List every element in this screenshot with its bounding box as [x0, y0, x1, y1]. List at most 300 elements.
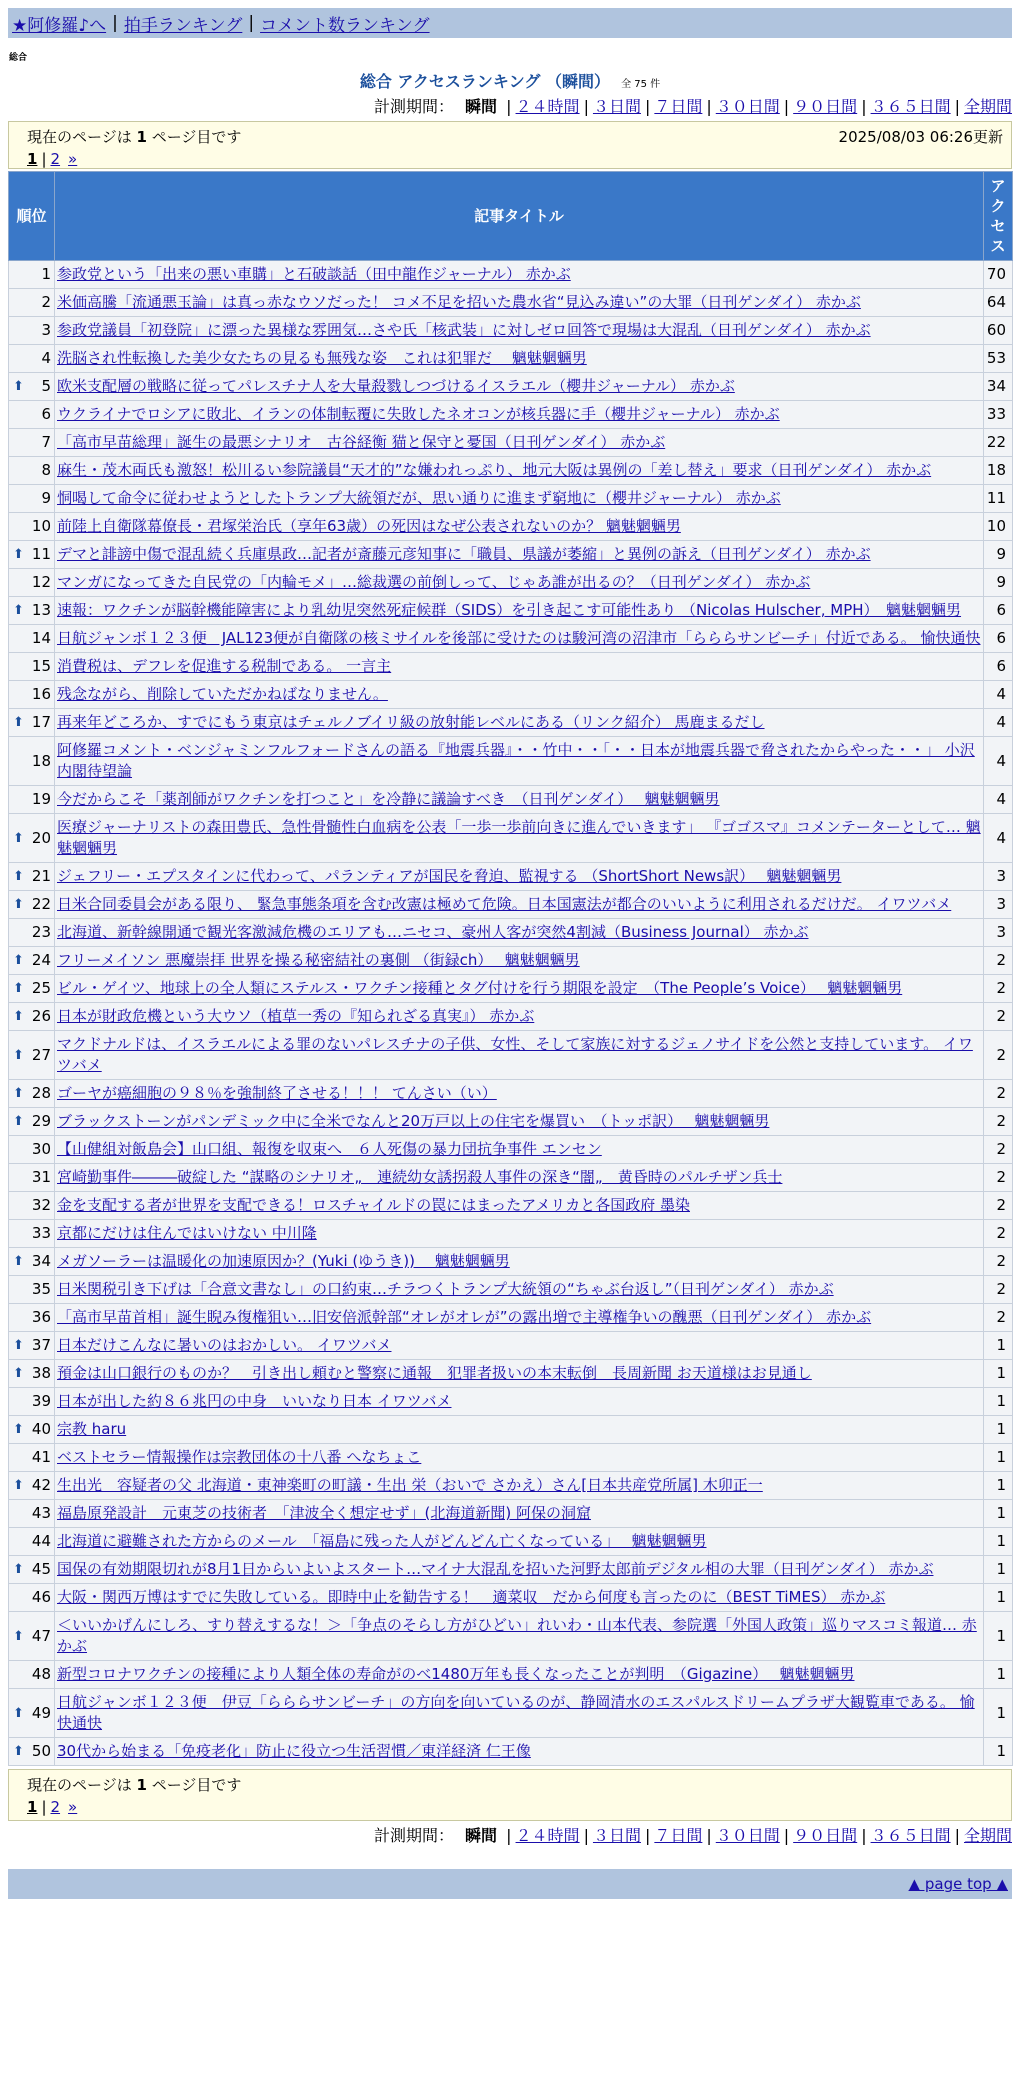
rank-up-arrow-icon: ⬆	[13, 379, 24, 394]
table-row	[9, 373, 1013, 401]
article-link[interactable]: 麻生・茂木両氏も激怒！松川るい参院議員“天才的”な嫌われっぷり、地元大阪は異例の「差し替え」要求（日刊ゲンダイ） 赤かぶ	[57, 461, 932, 479]
title-cell	[55, 625, 984, 653]
rank-number: 24	[31, 951, 51, 969]
article-link[interactable]: 【山健組対飯島会】山口組、報復を収束へ ６人死傷の暴力団抗争事件 エンセン	[57, 1140, 602, 1158]
article-link[interactable]: 再来年どころか、すでにもう東京はチェルノブイリ級の放射能レベルにある（リンク紹介） 馬鹿まるだし	[57, 713, 765, 731]
access-count: 1	[984, 1556, 1013, 1584]
rank-number: 7	[41, 433, 51, 451]
table-row	[9, 289, 1013, 317]
rank-up-arrow-icon: ⬆	[13, 1422, 24, 1437]
access-count: 1	[984, 1500, 1013, 1528]
title-cell	[55, 1444, 984, 1472]
title-cell	[55, 289, 984, 317]
access-count: 2	[984, 1003, 1013, 1031]
table-row	[9, 345, 1013, 373]
title-cell	[55, 1689, 984, 1738]
access-count: 2	[984, 1276, 1013, 1304]
access-count: 1	[984, 1689, 1013, 1738]
rank-cell	[9, 709, 55, 737]
period-label: 計測期間：	[373, 97, 454, 116]
rank-up-arrow-icon: ⬆	[13, 1254, 24, 1269]
access-count: 2	[984, 1136, 1013, 1164]
article-link[interactable]: ゴーヤが癌細胞の９８％を強制終了させる！！！ てんさい（い）	[57, 1084, 497, 1102]
rank-number: 31	[31, 1168, 51, 1186]
rank-number: 6	[41, 405, 51, 423]
access-count: 2	[984, 1220, 1013, 1248]
article-link[interactable]: 速報：ワクチンが脳幹機能障害により乳幼児突然死症候群（SIDS）を引き起こす可能性あり （Nicolas Hulscher, MPH） 魑魅魍魎男	[57, 601, 962, 619]
table-row	[9, 653, 1013, 681]
article-link[interactable]: 欧米支配層の戦略に従ってパレスチナ人を大量殺戮しつづけるイスラエル（櫻井ジャーナル） 赤かぶ	[57, 377, 735, 395]
access-count: 3	[984, 919, 1013, 947]
rank-cell	[9, 261, 55, 289]
rank-cell	[9, 1108, 55, 1136]
rank-up-arrow-icon: ⬆	[13, 715, 24, 730]
title-cell	[55, 1388, 984, 1416]
rank-up-arrow-icon: ⬆	[13, 1478, 24, 1493]
rank-number: 22	[31, 895, 51, 913]
rank-cell	[9, 485, 55, 513]
period-separator: |	[706, 1826, 712, 1845]
table-row	[9, 1192, 1013, 1220]
rank-cell	[9, 863, 55, 891]
rank-cell	[9, 681, 55, 709]
period-link[interactable]: ９０日間	[793, 1826, 858, 1845]
article-link[interactable]: 日米合同委員会がある限り、 緊急事態条項を含む改憲は極めて危険。日本国憲法が都合のいいように利用されるだけだ。 イワツバメ	[57, 895, 952, 913]
access-count: 1	[984, 1612, 1013, 1661]
rank-up-arrow-icon: ⬆	[13, 981, 24, 996]
rank-cell	[9, 737, 55, 786]
article-link[interactable]: 消費税は、デフレを促進する税制である。 一言主	[57, 657, 392, 675]
table-row	[9, 1276, 1013, 1304]
period-separator: |	[861, 1826, 867, 1845]
rank-number: 43	[31, 1504, 51, 1522]
table-row	[9, 1689, 1013, 1738]
table-row	[9, 1556, 1013, 1584]
table-row	[9, 681, 1013, 709]
rank-number: 2	[41, 293, 51, 311]
period-separator: |	[706, 97, 712, 116]
article-link[interactable]: 「高市早苗首相」誕生睨み復権狙い…旧安倍派幹部“オレがオレが”の露出増で主導権争いの醜悪（日刊ゲンダイ） 赤かぶ	[57, 1308, 872, 1326]
rank-cell	[9, 1661, 55, 1689]
title-cell	[55, 681, 984, 709]
table-row	[9, 597, 1013, 625]
rank-up-arrow-icon: ⬆	[13, 1114, 24, 1129]
comment-ranking-link[interactable]: コメント数ランキング	[260, 15, 430, 36]
table-row	[9, 975, 1013, 1003]
rank-cell	[9, 947, 55, 975]
rank-number: 17	[31, 713, 51, 731]
period-separator: |	[644, 1826, 651, 1845]
table-row	[9, 1164, 1013, 1192]
access-count: 34	[984, 373, 1013, 401]
page-title: 総合 アクセスランキング （瞬間）	[359, 72, 610, 91]
table-row	[9, 625, 1013, 653]
rank-number: 13	[31, 601, 51, 619]
title-cell	[55, 317, 984, 345]
table-row	[9, 891, 1013, 919]
period-separator: |	[783, 97, 790, 116]
nav-separator: |	[248, 13, 255, 33]
article-link[interactable]: 日本が財政危機という大ウソ（植草一秀の『知られざる真実』） 赤かぶ	[57, 1007, 535, 1025]
rank-up-arrow-icon: ⬆	[13, 1047, 24, 1063]
title-cell	[55, 597, 984, 625]
period-link[interactable]: ７日間	[654, 97, 703, 116]
rank-cell	[9, 1360, 55, 1388]
table-row	[9, 317, 1013, 345]
access-count: 6	[984, 625, 1013, 653]
title-cell	[55, 1003, 984, 1031]
period-link[interactable]: ３６５日間	[870, 1826, 951, 1845]
article-link[interactable]: マンガになってきた自民党の「内輪モメ」…総裁選の前倒しって、じゃあ誰が出るの？（日刊ゲンダイ） 赤かぶ	[57, 573, 811, 591]
rank-up-arrow-icon: ⬆	[13, 1562, 24, 1577]
rank-cell	[9, 1220, 55, 1248]
article-link[interactable]: 残念ながら、削除していただかねばなりません。	[57, 685, 388, 703]
rank-cell	[9, 891, 55, 919]
title-cell	[55, 485, 984, 513]
period-separator: |	[644, 97, 651, 116]
top-nav	[8, 8, 1012, 38]
article-link[interactable]: メガソーラーは温暖化の加速原因か？(Yuki (ゆうき)) 魑魅魍魎男	[57, 1252, 510, 1270]
site-link[interactable]: ★阿修羅♪へ	[12, 15, 107, 36]
rank-number: 37	[31, 1336, 51, 1354]
table-row	[9, 709, 1013, 737]
ranking-title-row	[0, 69, 1020, 92]
access-count: 1	[984, 1584, 1013, 1612]
rank-cell	[9, 373, 55, 401]
article-link[interactable]: 今だからこそ「薬剤師がワクチンを打つこと」を冷静に議論すべき （日刊ゲンダイ） 魑魅魍魎男	[57, 790, 720, 808]
table-row	[9, 1472, 1013, 1500]
table-row	[9, 919, 1013, 947]
period-separator: |	[861, 97, 867, 116]
rank-cell	[9, 1612, 55, 1661]
title-cell	[55, 1332, 984, 1360]
page-info-top	[8, 121, 1012, 169]
rank-up-arrow-icon: ⬆	[13, 1366, 24, 1381]
article-link[interactable]: ウクライナでロシアに敗北、イランの体制転覆に失敗したネオコンが核兵器に手（櫻井ジャーナル） 赤かぶ	[57, 405, 780, 423]
article-link[interactable]: 日米関税引き下げは「合意文書なし」の口約束…チラつくトランプ大統領の“ちゃぶ台返し”（日刊ゲンダイ） 赤かぶ	[57, 1280, 834, 1298]
title-cell	[55, 919, 984, 947]
access-count: 2	[984, 1031, 1013, 1080]
article-link[interactable]: 「高市早苗総理」誕生の最悪シナリオ 古谷経衡 猫と保守と憂国（日刊ゲンダイ） 赤かぶ	[57, 433, 666, 451]
rank-up-arrow-icon: ⬆	[13, 1744, 24, 1759]
access-count: 2	[984, 947, 1013, 975]
article-link[interactable]: 大阪・関西万博はすでに失敗している。即時中止を勧告する！ 適菜収 だから何度も言ったのに（BEST TiMES） 赤かぶ	[57, 1588, 886, 1606]
rank-number: 32	[31, 1196, 51, 1214]
rank-cell	[9, 1080, 55, 1108]
pager-current: 1	[27, 150, 38, 168]
period-link[interactable]: ３０日間	[715, 97, 780, 116]
rank-up-arrow-icon: ⬆	[13, 1338, 24, 1353]
rank-cell	[9, 401, 55, 429]
rank-number: 29	[31, 1112, 51, 1130]
table-row	[9, 1332, 1013, 1360]
rank-number: 49	[31, 1703, 51, 1722]
rank-number: 16	[31, 685, 51, 703]
rank-cell	[9, 1738, 55, 1766]
period-links	[502, 1826, 1012, 1845]
table-row	[9, 485, 1013, 513]
rank-number: 26	[31, 1007, 51, 1025]
article-link[interactable]: フリーメイソン 悪魔崇拝 世界を操る秘密結社の裏側 （街録ch） 魑魅魍魎男	[57, 951, 580, 969]
access-count: 1	[984, 1332, 1013, 1360]
access-count: 3	[984, 891, 1013, 919]
rank-cell	[9, 1556, 55, 1584]
article-link[interactable]: 宗教 haru	[57, 1420, 127, 1438]
article-link[interactable]: 参政党議員「初登院」に漂った異様な雰囲気…さや氏「核武装」に対しゼロ回答で現場は大混乱（日刊ゲンダイ） 赤かぶ	[57, 321, 871, 339]
period-label: 計測期間：	[373, 1826, 454, 1845]
access-count: 3	[984, 863, 1013, 891]
title-cell	[55, 1556, 984, 1584]
rank-number: 11	[31, 545, 51, 563]
article-link[interactable]: 米価高騰「流通悪玉論」は真っ赤なウソだった！ コメ不足を招いた農水省“見込み違い”の大罪（日刊ゲンダイ） 赤かぶ	[57, 293, 861, 311]
title-cell	[55, 1472, 984, 1500]
rank-cell	[9, 513, 55, 541]
article-link[interactable]: 京都にだけは住んではいけない 中川隆	[57, 1224, 317, 1242]
period-link[interactable]: 全期間	[963, 1826, 1012, 1845]
rank-number: 45	[31, 1560, 51, 1578]
table-row	[9, 786, 1013, 814]
title-cell	[55, 863, 984, 891]
title-cell	[55, 541, 984, 569]
period-link[interactable]: ３０日間	[715, 1826, 780, 1845]
article-link[interactable]: 阿修羅コメント・ベンジャミンフルフォードさんの語る『地震兵器』・・竹中・・「・・日本が地震兵器で脅されたからやった・・」 小沢内閣待望論	[57, 741, 975, 780]
col-access: アクセス	[984, 172, 1013, 261]
rank-number: 10	[31, 517, 51, 535]
rank-cell	[9, 1192, 55, 1220]
title-cell	[55, 1136, 984, 1164]
page-top-link[interactable]: ▲ page top ▲	[908, 1875, 1008, 1893]
period-selector-bottom	[0, 1825, 1012, 1847]
title-cell	[55, 373, 984, 401]
article-link[interactable]: 日本が出した約８６兆円の中身 いいなり日本 イワツバメ	[57, 1392, 452, 1410]
rank-up-arrow-icon: ⬆	[13, 830, 24, 846]
article-link[interactable]: マクドナルドは、イスラエルによる罪のないパレスチナの子供、女性、そして家族に対するジェノサイドを公然と支持しています。 イワツバメ	[57, 1035, 973, 1074]
article-link[interactable]: 国保の有効期限切れが8月1日からいよいよスタート…マイナ大混乱を招いた河野太郎前デジタル相の大罪（日刊ゲンダイ） 赤かぶ	[57, 1560, 934, 1578]
table-row	[9, 513, 1013, 541]
rank-cell	[9, 597, 55, 625]
period-link[interactable]: ２４時間	[515, 1826, 580, 1845]
rank-cell	[9, 625, 55, 653]
rank-number: 28	[31, 1084, 51, 1102]
period-link[interactable]: ３日間	[592, 97, 641, 116]
period-separator: |	[506, 97, 512, 116]
table-row	[9, 1416, 1013, 1444]
access-count: 11	[984, 485, 1013, 513]
rank-number: 42	[31, 1476, 51, 1494]
table-row	[9, 569, 1013, 597]
table-row	[9, 1080, 1013, 1108]
table-row	[9, 1528, 1013, 1556]
access-count: 22	[984, 429, 1013, 457]
rank-cell	[9, 1136, 55, 1164]
rank-cell	[9, 1528, 55, 1556]
page-indicator: 現在のページは 1 ページ目です	[27, 128, 242, 146]
period-link[interactable]: ２４時間	[515, 97, 580, 116]
access-count: 1	[984, 1472, 1013, 1500]
article-link[interactable]: 前陸上自衛隊幕僚長・君塚栄治氏（享年63歳）の死因はなぜ公表されないのか？ 魑魅魍魎男	[57, 517, 681, 535]
title-cell	[55, 1416, 984, 1444]
article-link[interactable]: 日航ジャンボ１２３便 伊豆「らららサンビーチ」の方向を向いているのが、静岡清水のエスパルスドリームプラザ大観覧車である。 愉快通快	[57, 1693, 975, 1732]
article-link[interactable]: 日航ジャンボ１２３便 JAL123便が自衛隊の核ミサイルを後部に受けたのは駿河湾の沼津市「らららサンビーチ」付近である。 愉快通快	[57, 629, 981, 647]
article-link[interactable]: 参政党という「出来の悪い車購」と石破談話（田中龍作ジャーナル） 赤かぶ	[57, 265, 571, 283]
period-link[interactable]: ３日間	[592, 1826, 641, 1845]
access-count: 53	[984, 345, 1013, 373]
period-current: 瞬間	[465, 1826, 498, 1845]
rank-cell	[9, 317, 55, 345]
article-link[interactable]: 新型コロナワクチンの接種により人類全体の寿命がのべ1480万年も長くなったことが判明 （Gigazine） 魑魅魍魎男	[57, 1665, 855, 1683]
ranking-body	[9, 261, 1013, 1766]
rank-cell	[9, 345, 55, 373]
rank-number: 14	[31, 629, 51, 647]
rank-number: 23	[31, 923, 51, 941]
col-title: 記事タイトル	[55, 172, 984, 261]
col-rank: 順位	[9, 172, 55, 261]
rank-number: 50	[31, 1742, 51, 1760]
article-link[interactable]: ブラックストーンがパンデミック中に全米でなんと20万戸以上の住宅を爆買い （トッポ訳） 魑魅魍魎男	[57, 1112, 770, 1130]
table-row	[9, 1136, 1013, 1164]
table-row	[9, 1304, 1013, 1332]
table-row	[9, 1031, 1013, 1080]
table-row	[9, 1500, 1013, 1528]
total-count: 全 75 件	[621, 79, 661, 90]
period-link[interactable]: ９０日間	[793, 97, 858, 116]
pager-arrow[interactable]: »	[68, 150, 78, 168]
table-row	[9, 737, 1013, 786]
article-link[interactable]: 日本だけこんなに暑いのはおかしい。 イワツバメ	[57, 1336, 392, 1354]
rank-cell	[9, 1444, 55, 1472]
article-link[interactable]: 宮崎勤事件―――破綻した “謀略のシナリオ„ 連続幼女誘拐殺人事件の深き“闇„ 黄昏時のパルチザン兵士	[57, 1168, 783, 1186]
pager: 1 | 2 »	[27, 1798, 78, 1816]
rank-cell	[9, 1500, 55, 1528]
title-cell	[55, 975, 984, 1003]
access-count: 2	[984, 1108, 1013, 1136]
title-cell	[55, 569, 984, 597]
article-link[interactable]: 北海道、新幹線開通で観光客激減危機のエリアも…ニセコ、豪州人客が突然4割減（Business Journal） 赤かぶ	[57, 923, 809, 941]
rank-up-arrow-icon: ⬆	[13, 603, 24, 618]
table-row	[9, 1444, 1013, 1472]
title-cell	[55, 1108, 984, 1136]
title-cell	[55, 786, 984, 814]
rank-number: 40	[31, 1420, 51, 1438]
access-count: 1	[984, 1528, 1013, 1556]
table-row	[9, 947, 1013, 975]
rank-cell	[9, 1248, 55, 1276]
article-link[interactable]: ＜いいかげんにしろ、すり替えするな！＞「争点のそらし方がひどい」れいわ・山本代表、参院選「外国人政策」巡りマスコミ報道… 赤かぶ	[57, 1616, 977, 1655]
pager-current: 1	[27, 1798, 38, 1816]
rank-number: 3	[41, 321, 51, 339]
rank-number: 20	[31, 828, 51, 847]
period-link[interactable]: ３６５日間	[870, 97, 951, 116]
access-count: 70	[984, 261, 1013, 289]
title-cell	[55, 737, 984, 786]
article-link[interactable]: 預金は山口銀行のものか？ 引き出し頼むと警察に通報 犯罪者扱いの本末転倒 長周新聞 お天道様はお見通し	[57, 1364, 812, 1382]
title-cell	[55, 1248, 984, 1276]
article-link[interactable]: 生出光 容疑者の父 北海道・東神楽町の町議・生出 栄（おいで さかえ）さん[日本共産党所属] 木卯正一	[57, 1476, 763, 1494]
table-row	[9, 1584, 1013, 1612]
rank-number: 21	[31, 867, 51, 885]
pager-next[interactable]: 2	[50, 1798, 61, 1816]
rank-up-arrow-icon: ⬆	[13, 1086, 24, 1101]
title-cell	[55, 891, 984, 919]
title-cell	[55, 1080, 984, 1108]
article-link[interactable]: デマと誹謗中傷で混乱続く兵庫県政…記者が斎藤元彦知事に「職員、県議が萎縮」と異例の訴え（日刊ゲンダイ） 赤かぶ	[57, 545, 871, 563]
title-cell	[55, 814, 984, 863]
rank-up-arrow-icon: ⬆	[13, 869, 24, 884]
rank-number: 33	[31, 1224, 51, 1242]
article-link[interactable]: 北海道に避難された方からのメール 「福島に残った人がどんどん亡くなっている」 魑魅魍魎男	[57, 1532, 707, 1550]
rank-number: 27	[31, 1045, 51, 1064]
article-link[interactable]: ベストセラー情報操作は宗教団体の十八番 へなちょこ	[57, 1448, 422, 1466]
access-count: 1	[984, 1416, 1013, 1444]
rank-cell	[9, 1584, 55, 1612]
table-row	[9, 1108, 1013, 1136]
rank-number: 18	[31, 751, 51, 770]
rank-up-arrow-icon: ⬆	[13, 1009, 24, 1024]
access-count: 4	[984, 786, 1013, 814]
rank-up-arrow-icon: ⬆	[13, 1628, 24, 1644]
period-separator: |	[583, 97, 589, 116]
rank-cell	[9, 1031, 55, 1080]
access-count: 10	[984, 513, 1013, 541]
title-cell	[55, 653, 984, 681]
article-link[interactable]: 恫喝して命令に従わせようとしたトランプ大統領だが、思い通りに進まず窮地に（櫻井ジャーナル） 赤かぶ	[57, 489, 781, 507]
article-link[interactable]: 洗脳され性転換した美少女たちの見るも無残な姿 これは犯罪だ 魑魅魍魎男	[57, 349, 587, 367]
table-row	[9, 1220, 1013, 1248]
access-count: 1	[984, 1661, 1013, 1689]
rank-cell	[9, 289, 55, 317]
access-count: 2	[984, 1304, 1013, 1332]
access-count: 1	[984, 1444, 1013, 1472]
article-link[interactable]: ジェフリー・エプスタインに代わって、パランティアが国民を脅迫、監視する （ShortShort News訳） 魑魅魍魎男	[57, 867, 842, 885]
title-cell	[55, 1164, 984, 1192]
table-row	[9, 863, 1013, 891]
rank-cell	[9, 786, 55, 814]
access-count: 1	[984, 1738, 1013, 1766]
rank-cell	[9, 1689, 55, 1738]
title-cell	[55, 401, 984, 429]
pager-next[interactable]: 2	[50, 150, 61, 168]
title-cell	[55, 1276, 984, 1304]
rank-number: 34	[31, 1252, 51, 1270]
article-link[interactable]: 福島原発設計 元東芝の技術者 「津波全く想定せず」(北海道新聞) 阿保の洞窟	[57, 1504, 591, 1522]
applause-ranking-link[interactable]: 拍手ランキング	[123, 15, 243, 36]
period-link[interactable]: ７日間	[654, 1826, 703, 1845]
article-link[interactable]: 30代から始まる「免疫老化」防止に役立つ生活習慣／東洋経済 仁王像	[57, 1742, 531, 1760]
title-cell	[55, 1360, 984, 1388]
rank-cell	[9, 1332, 55, 1360]
period-link[interactable]: 全期間	[963, 97, 1012, 116]
access-count: 9	[984, 569, 1013, 597]
access-count: 2	[984, 1192, 1013, 1220]
access-count: 2	[984, 1164, 1013, 1192]
article-link[interactable]: 金を支配する者が世界を支配できる！ロスチャイルドの罠にはまったアメリカと各国政府 墨染	[57, 1196, 690, 1214]
updated-time: 2025/08/03 06:26更新	[838, 128, 1003, 146]
pager-arrow[interactable]: »	[68, 1798, 78, 1816]
title-cell	[55, 457, 984, 485]
article-link[interactable]: 医療ジャーナリストの森田豊氏、急性骨髄性白血病を公表「一歩一歩前向きに進んでいきます」 『ゴゴスマ』コメンテーターとして… 魑魅魍魎男	[57, 818, 981, 857]
article-link[interactable]: ビル・ゲイツ、地球上の全人類にステルス・ワクチン接種とタグ付けを行う期限を設定 （The People’s Voice） 魑魅魍魎男	[57, 979, 903, 997]
table-row	[9, 1738, 1013, 1766]
title-cell	[55, 1220, 984, 1248]
table-row	[9, 1388, 1013, 1416]
table-row	[9, 457, 1013, 485]
access-count: 9	[984, 541, 1013, 569]
title-cell	[55, 1661, 984, 1689]
access-count: 2	[984, 975, 1013, 1003]
access-count: 2	[984, 1248, 1013, 1276]
table-row	[9, 401, 1013, 429]
rank-number: 4	[41, 349, 51, 367]
